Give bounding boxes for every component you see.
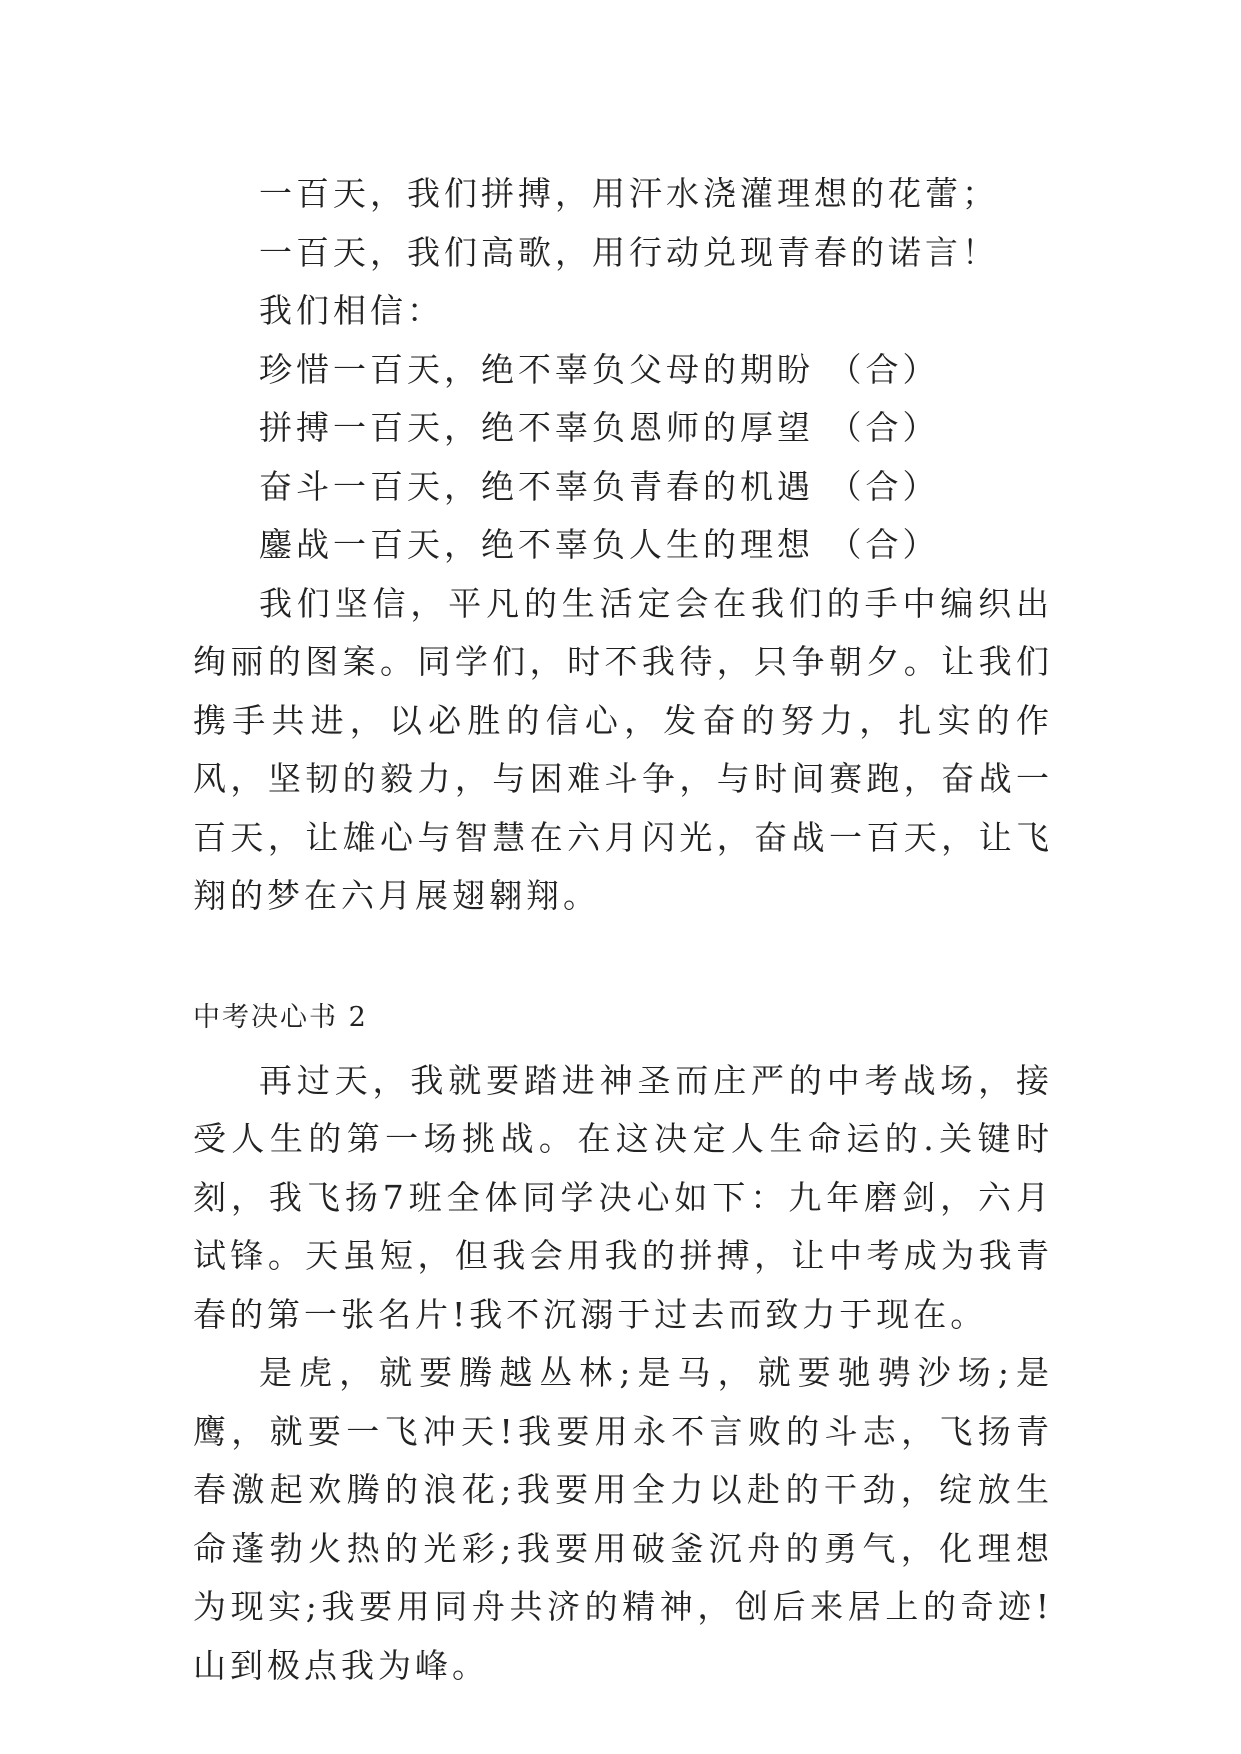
section-spacer xyxy=(193,926,1053,998)
pledge-line-3: 奋斗一百天，绝不辜负青春的机遇 （合） xyxy=(259,466,940,506)
heading-spacer xyxy=(193,1038,1053,1052)
closing-paragraph: 我们坚信，平凡的生活定会在我们的手中编织出绚丽的图案。同学们，时不我待，只争朝夕。让我们携手共进，以必胜的信心，发奋的努力，扎实的作风，坚韧的毅力，与困难斗争，与时间赛跑，奋战一百天，让雄心与智慧在六月闪光，奋战一百天，让飞翔的梦在六月展翅翱翔。 xyxy=(193,583,1053,915)
verse-line-1: 一百天，我们拼搏，用汗水浇灌理想的花蕾； xyxy=(259,174,999,213)
body-paragraph-2: 是虎，就要腾越丛林;是马，就要驰骋沙场;是鹰，就要一飞冲天!我要用永不言败的斗志，飞扬青春激起欢腾的浪花;我要用全力以赴的干劲，绽放生命蓬勃火热的光彩;我要用破釜沉舟的勇气，化理想为现实;我要用同舟共济的精神，创后来居上的奇迹!山到极点我为峰。 xyxy=(193,1353,1053,1685)
document-body xyxy=(193,165,1053,1695)
pledge-line-2: 拼搏一百天，绝不辜负恩师的厚望 （合） xyxy=(259,408,940,447)
verse-line-3: 我们相信： xyxy=(259,291,444,330)
verse-line-2: 一百天，我们高歌，用行动兑现青春的诺言！ xyxy=(259,232,999,272)
pledge-line-4: 鏖战一百天，绝不辜负人生的理想 （合） xyxy=(259,525,940,564)
pledge-line-1: 珍惜一百天，绝不辜负父母的期盼 （合） xyxy=(259,349,940,389)
body-paragraph-1: 再过天，我就要踏进神圣而庄严的中考战场，接受人生的第一场挑战。在这决定人生命运的.关键时刻，我飞扬7班全体同学决心如下：九年磨剑，六月试锋。天虽短，但我会用我的拼搏，让中考成为我青春的第一张名片!我不沉溺于过去而致力于现在。 xyxy=(193,1060,1053,1334)
section-heading: 中考决心书 2 xyxy=(193,1001,368,1033)
